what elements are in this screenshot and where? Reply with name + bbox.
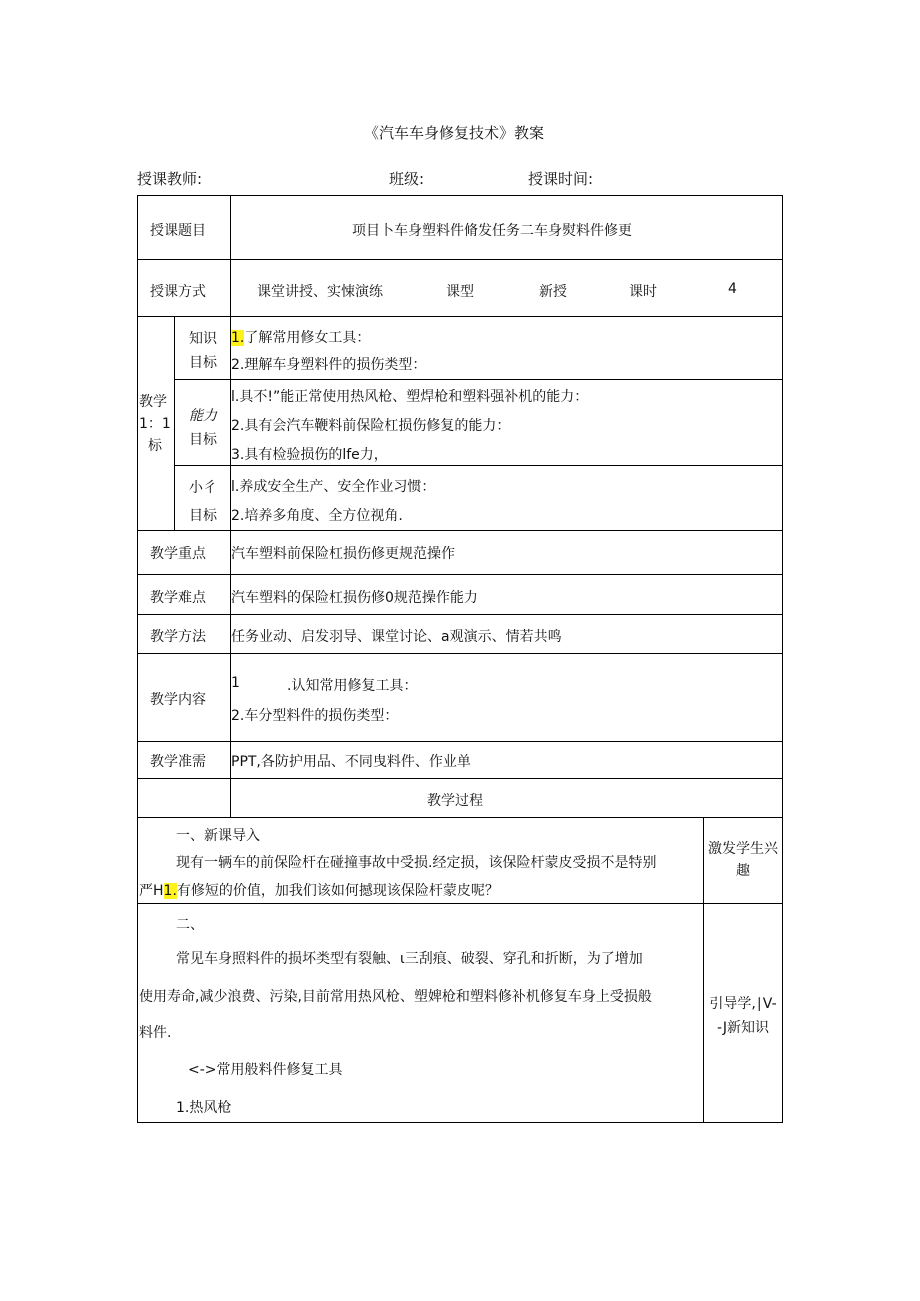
document-title: 《汽车车身修复技术》教案: [364, 124, 545, 142]
ability-item-2: 2.具有会汽车鞭料前保险杠损伤修复的能力：: [231, 418, 511, 434]
preparation-value: PPT,各防护用品、不同曳料件、作业单: [231, 754, 471, 770]
process-title: 教学过程: [427, 793, 483, 809]
knowledge-item-1: 1.了解常用修女工具：: [231, 330, 371, 346]
lesson-type-value: 新授: [539, 284, 567, 300]
key-points-label: 教学重点: [150, 546, 206, 562]
ability-goal-label: 能力 目标: [189, 408, 217, 448]
class-label: 班级:: [389, 170, 425, 188]
section-2-para-line-1: 常见车身照料件的损坏类型有裂触、ι三刮痕、破裂、穿孔和折断，为了增加: [176, 951, 643, 967]
section-1-line-2: 严H1.有修短的价值，加我们该如何撼现该保险杆蒙皮呢？: [139, 883, 499, 899]
method-value: 课堂讲授、实悚演练: [257, 284, 383, 300]
quality-item-2: 2.培养多角度、全方位视角.: [231, 508, 403, 524]
teaching-method-value: 任务业动、启发羽导、课堂讨论、a观演示、情若共鸣: [231, 629, 562, 645]
hours-value: 4: [728, 281, 737, 297]
section-2-heading: 二、: [176, 917, 204, 933]
topic-value: 项目卜车身塑料件脩发任务二车身熨料件修更: [352, 223, 632, 239]
section-1-heading: 一、新课导入: [176, 828, 260, 844]
section-1-note: 激发学生兴 趣: [708, 841, 778, 879]
section-2-para-line-2: 使用寿命,减少浪费、污染,目前常用热风枪、塑婢枪和塑料修补机修复车身上受损般: [139, 989, 652, 1005]
teacher-label: 授课教师:: [137, 170, 203, 188]
teaching-content-label: 教学内容: [150, 692, 206, 708]
ability-item-3: 3.具有检验损伤的lfe力，: [231, 447, 388, 463]
knowledge-item-2: 2.理解车身塑料件的损伤类型：: [231, 357, 427, 373]
preparation-label: 教学准需: [150, 754, 206, 770]
section-1-line-1: 现有一辆车的前保险杆在碰撞事故中受损.经定损，该保险杆蒙皮受损不是特别: [176, 855, 657, 871]
topic-label: 授课题目: [150, 223, 206, 239]
goals-label: 教学 1：1 标: [139, 394, 171, 454]
content-item-1-text: .认知常用修复工具：: [287, 678, 418, 694]
content-item-2: 2.车分型料件的损伤类型：: [231, 708, 399, 724]
section-2-para-line-3: 料件.: [139, 1025, 172, 1041]
lesson-type-label: 课型: [446, 284, 474, 300]
section-2-subheading: <->常用般料件修复工具: [188, 1062, 343, 1078]
difficult-points-label: 教学难点: [150, 590, 206, 606]
ability-item-1: l.具不!”能正常使用热风枪、塑焊枪和塑料强补机的能力：: [231, 389, 589, 405]
time-label: 授课时间:: [528, 170, 594, 188]
method-label: 授课方式: [150, 284, 206, 300]
quality-item-1: l.养成安全生产、安全作业习惯：: [231, 479, 436, 495]
difficult-points-value: 汽车塑料的保险杠损伤修0规范操作能力: [231, 590, 478, 606]
section-2-item-1: 1.热风枪: [176, 1100, 232, 1116]
hours-label: 课时: [629, 284, 657, 300]
section-2-note: 引导学,∣V- -J新知识: [709, 996, 777, 1036]
key-points-value: 汽车塑料前保险杠损伤修更规范操作: [231, 546, 455, 562]
content-item-1-number: 1: [231, 675, 240, 691]
quality-goal-label: 小彳 目标: [189, 480, 217, 524]
knowledge-goal-label: 知识 目标: [189, 331, 217, 371]
teaching-method-label: 教学方法: [150, 629, 206, 645]
